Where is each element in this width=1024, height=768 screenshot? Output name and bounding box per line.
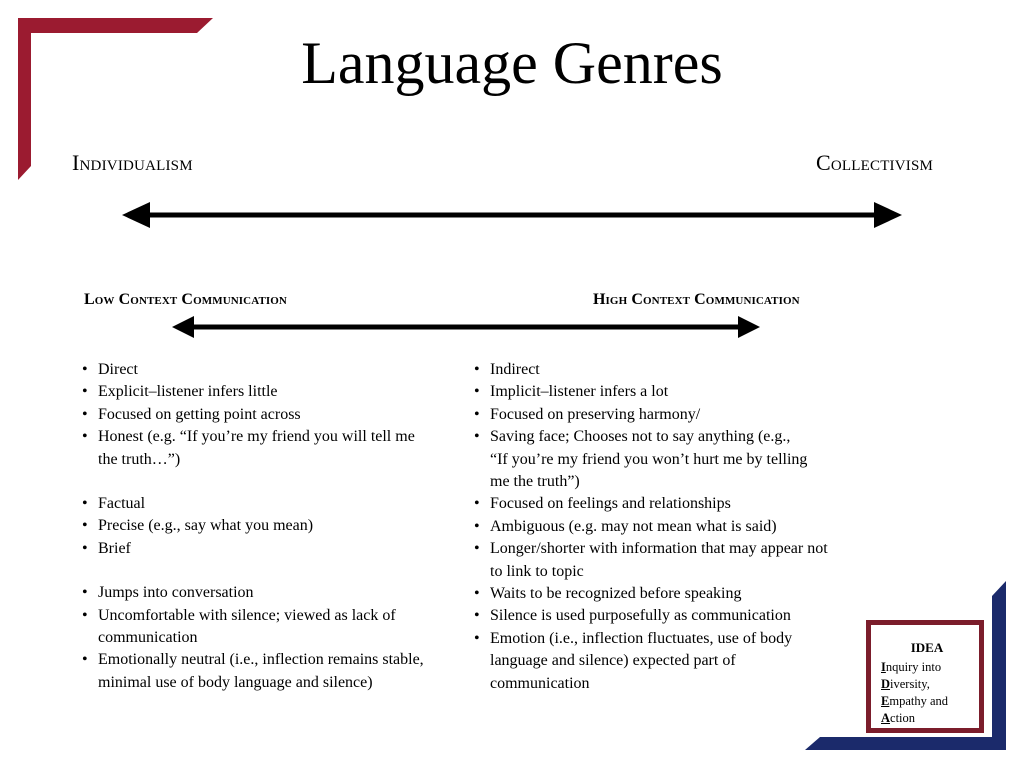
idea-title: IDEA — [910, 640, 944, 655]
low-context-label: Low Context Communication — [84, 291, 287, 308]
list-item: • Focused on feelings and relationships — [472, 493, 832, 515]
list-item: • Focused on getting point across — [80, 404, 450, 426]
list-item: • Saving face; Chooses not to say anything (e.g., “If you’re my friend you won’t hurt me by telling me the truth”) — [472, 426, 810, 493]
list-item: • Indirect — [472, 359, 832, 381]
list-item: • Emotionally neutral (i.e., inflection remains stable, minimal use of body language and silence) — [80, 649, 448, 694]
list-item: • Precise (e.g., say what you mean) — [80, 515, 450, 537]
list-item: • Direct — [80, 359, 450, 381]
list-item: • Explicit–listener infers little — [80, 381, 450, 403]
idea-line-inquiry: Inquiry into — [881, 660, 942, 674]
slide-title: Language Genres — [301, 30, 723, 96]
list-item: • Silence is used purposefully as communication — [472, 605, 832, 627]
list-item: • Emotion (i.e., inflection fluctuates, use of body language and silence) expected part of communication — [472, 628, 800, 695]
individualism-label: Individualism — [72, 150, 193, 175]
list-item: • Waits to be recognized before speaking — [472, 583, 832, 605]
idea-line-action: Action — [881, 711, 916, 725]
list-item: • Brief — [80, 538, 450, 560]
list-item: • Focused on preserving harmony/ — [472, 404, 832, 426]
list-item: • Implicit–listener infers a lot — [472, 381, 832, 403]
list-item: • Ambiguous (e.g. may not mean what is said) — [472, 516, 832, 538]
idea-line-empathy: Empathy and — [881, 694, 949, 708]
list-item: • Uncomfortable with silence; viewed as lack of communication — [80, 605, 418, 650]
individualism-collectivism-arrow — [122, 202, 902, 228]
low-context-list — [80, 359, 450, 694]
list-item: • Factual — [80, 493, 450, 515]
high-context-list — [472, 359, 832, 695]
idea-line-diversity: Diversity, — [881, 677, 930, 691]
list-item: • Longer/shorter with information that may appear not to link to topic — [472, 538, 830, 583]
context-communication-arrow — [172, 316, 760, 338]
idea-box — [866, 620, 984, 733]
high-context-label: High Context Communication — [593, 291, 800, 308]
list-item: • Honest (e.g. “If you’re my friend you will tell me the truth…”) — [80, 426, 416, 471]
collectivism-label: Collectivism — [816, 150, 934, 175]
list-item: • Jumps into conversation — [80, 582, 450, 604]
